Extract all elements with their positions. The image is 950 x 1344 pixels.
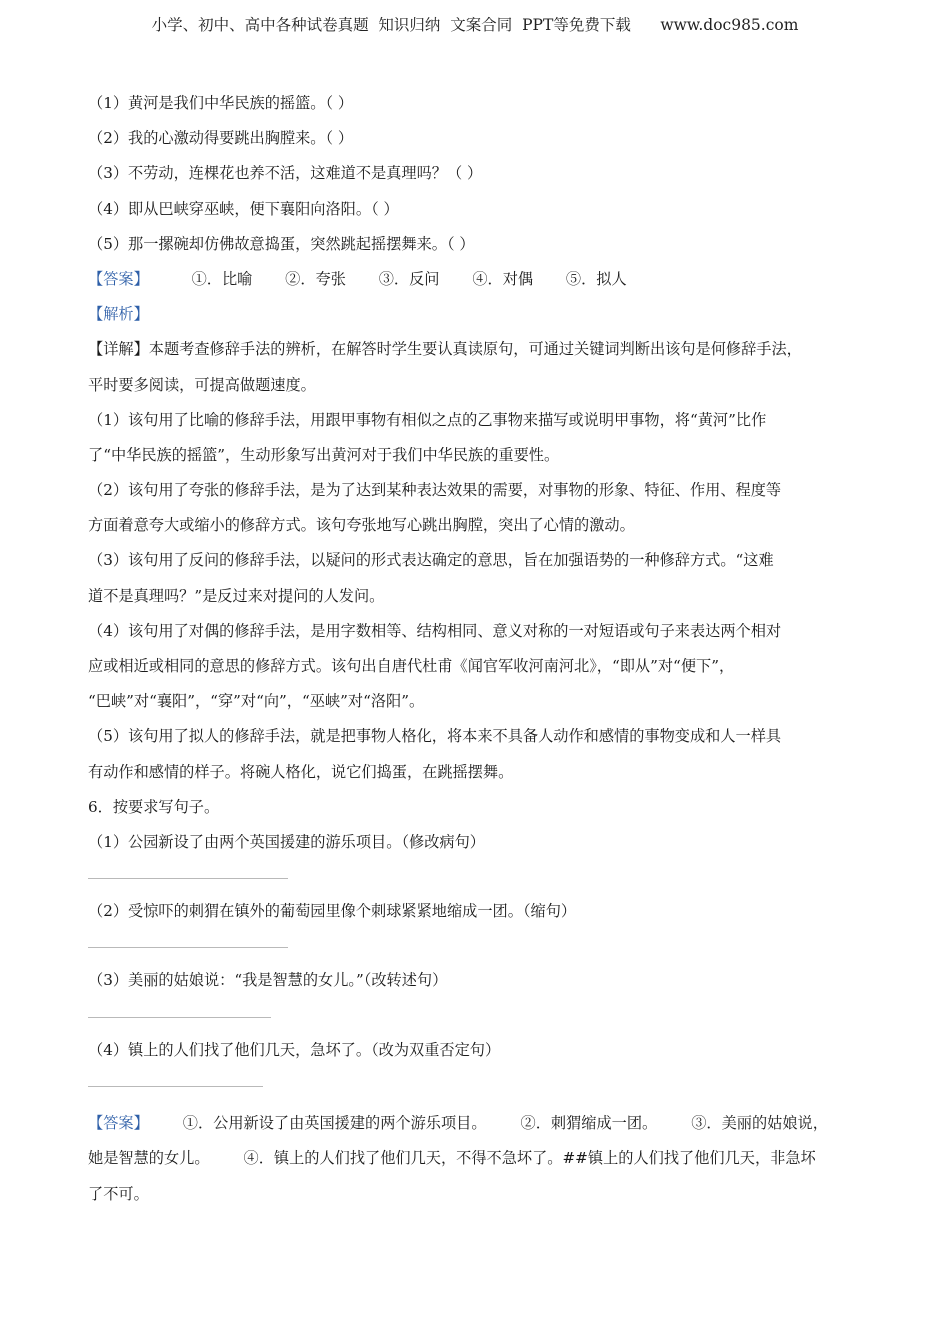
q6-answer-3a: ③．美丽的姑娘说， <box>691 1113 828 1132</box>
analysis-line: “巴峡”对“襄阳”，“穿”对“向”，“巫峡”对“洛阳”。 <box>88 692 425 711</box>
question-5-items <box>88 86 878 262</box>
q5-answer-2: ②．夸张 <box>285 269 346 288</box>
analysis-body <box>88 332 878 789</box>
q5-answer-1: ①．比喻 <box>191 269 253 288</box>
analysis-line: 道不是真理吗？”是反过来对提问的人发问。 <box>88 586 385 605</box>
blank-line <box>88 1086 263 1087</box>
answer-blank-1[interactable] <box>88 860 878 894</box>
q6-answer-1: ①．公用新设了由英国援建的两个游乐项目。 <box>182 1113 487 1132</box>
q6-answer-line-2 <box>88 1141 878 1177</box>
q5-answer-4: ④．对偶 <box>472 269 534 288</box>
answer-label: 【答案】 <box>88 1113 149 1132</box>
q6-answer-line-1 <box>88 1106 878 1142</box>
q5-answer-3: ③．反问 <box>378 269 440 288</box>
blank-line <box>88 878 288 879</box>
q6-item-1: （1）公园新设了由两个英国援建的游乐项目。（修改病句） <box>88 832 485 851</box>
q5-item-4: （4）即从巴峡穿巫峡，便下襄阳向洛阳。（ ） <box>88 199 399 218</box>
analysis-line: （3）该句用了反问的修辞手法，以疑问的形式表达确定的意思，旨在加强语势的一种修辞方式。“这难 <box>88 551 774 570</box>
analysis-line: （1）该句用了比喻的修辞手法，用跟甲事物有相似之点的乙事物来描写或说明甲事物，将“黄河”比作 <box>88 410 767 429</box>
analysis-line: 【详解】本题考查修辞手法的辨析，在解答时学生要认真读原句，可通过关键词判断出该句是何修辞手法， <box>88 340 802 359</box>
question-6-title: 6．按要求写句子。 <box>88 797 220 816</box>
analysis-line: 应或相近或相同的意思的修辞方式。该句出自唐代杜甫《闻官军收河南河北》，“即从”对“便下”， <box>88 657 735 675</box>
q5-item-5: （5）那一摞碗却仿佛故意捣蛋，突然跳起摇摆舞来。（ ） <box>88 234 475 253</box>
q6-answer-2: ②．刺猬缩成一团。 <box>520 1113 658 1132</box>
q5-item-1: （1）黄河是我们中华民族的摇篮。（ ） <box>88 94 354 112</box>
analysis-line: 了“中华民族的摇篮”，生动形象写出黄河对于我们中华民族的重要性。 <box>88 445 560 464</box>
blank-line <box>88 947 288 948</box>
q6-answer <box>88 1106 878 1213</box>
answer-label: 【答案】 <box>88 269 149 288</box>
q5-item-3: （3）不劳动，连棵花也养不活，这难道不是真理吗？（ ） <box>88 164 483 183</box>
q6-item-3: （3）美丽的姑娘说：“我是智慧的女儿。”（改转述句） <box>88 971 448 990</box>
analysis-line: 方面着意夸大或缩小的修辞方式。该句夸张地写心跳出胸膛，突出了心情的激动。 <box>88 516 635 535</box>
q5-item-2: （2）我的心激动得要跳出胸膛来。（ ） <box>88 129 354 148</box>
q6-answer-4a: ④．镇上的人们找了他们几天，不得不急坏了。##镇上的人们找了他们几天，非急坏 <box>243 1149 816 1168</box>
answer-blank-2[interactable] <box>88 929 878 963</box>
q5-answer-5: ⑤．拟人 <box>565 269 627 288</box>
analysis-line: （4）该句用了对偶的修辞手法，是用字数相等、结构相同、意义对称的一对短语或句子来表达两个相对 <box>88 621 782 640</box>
q6-answer-line-3: 了不可。 <box>88 1185 149 1204</box>
analysis-line: 有动作和感情的样子。将碗人格化，说它们捣蛋，在跳摇摆舞。 <box>88 762 514 781</box>
q6-item-2: （2）受惊吓的刺猬在镇外的葡萄园里像个刺球紧紧地缩成一团。（缩句） <box>88 902 577 921</box>
q5-answer <box>88 262 878 297</box>
analysis-line: 平时要多阅读，可提高做题速度。 <box>88 375 316 394</box>
document-body <box>88 86 878 1213</box>
analysis-label: 【解析】 <box>88 305 149 324</box>
blank-line <box>88 1017 271 1018</box>
answer-blank-3[interactable] <box>88 999 878 1033</box>
q6-answer-3b: 她是智慧的女儿。 <box>88 1149 210 1168</box>
page-header: 小学、初中、高中各种试卷真题 知识归纳 文案合同 PPT等免费下载 www.doc985.com <box>151 16 799 34</box>
q6-item-4: （4）镇上的人们找了他们几天，急坏了。（改为双重否定句） <box>88 1040 501 1059</box>
answer-blank-4[interactable] <box>88 1068 878 1102</box>
analysis-line: （5）该句用了拟人的修辞手法，就是把事物人格化，将本来不具备人动作和感情的事物变成和人一样具 <box>88 727 782 746</box>
analysis-line: （2）该句用了夸张的修辞手法，是为了达到某种表达效果的需要，对事物的形象、特征、作用、程度等 <box>88 481 782 500</box>
